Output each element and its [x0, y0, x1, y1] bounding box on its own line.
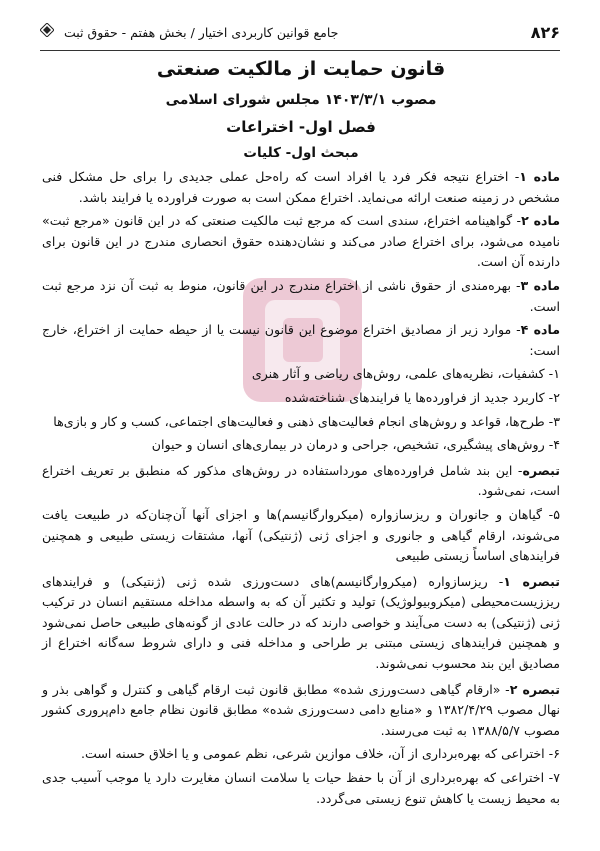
page-number: ۸۲۶ [530, 22, 560, 42]
clause-text: ۳- طرح‌ها، قواعد و روش‌های انجام فعالیت‌های ذهنی و فعالیت‌های اجتماعی، کسب و کار و بازی‌ها [53, 413, 560, 429]
note-text: - این بند شامل فراورده‌های مورداستفاده در روش‌های مذکور که منطبق بر تعریف اختراع است، نمی‌شود. [42, 462, 560, 499]
note-text: - «ارقام گیاهی دست‌ورزی شده» مطابق قانون ثبت ارقام گیاهی و کنترل و گواهی بذر و نهال مصوب ۱۳۸۲/۴/۲۹ و «منابع دامی دست‌ورزی شده» مطابق قانون نظام جامع دام‌پروری کشور مصوب ۱۳۸۸/۵/۷ به ثبت می‌رسند. [42, 681, 560, 738]
clause-1 [42, 364, 560, 385]
clause-3 [42, 412, 560, 433]
clause-5 [42, 505, 560, 567]
article-text: - گواهینامه اختراع، سندی است که مرجع ثبت مالکیت صنعتی که در این قانون «مرجع ثبت» نامیده می‌شود، برای اختراع صادر می‌کند و نشان‌دهنده حقوق انحصاری مندرج در این قانون برای دارنده آن است. [42, 213, 560, 270]
law-title: قانون حمایت از مالکیت صنعتی [156, 58, 446, 80]
article-text: - بهره‌مندی از حقوق ناشی از اختراع مندرج در این قانون، منوط به ثبت آن نزد مرجع ثبت است. [42, 277, 560, 314]
article-label: ماده ۲ [521, 213, 560, 229]
note-text: - ریزسازواره (میکروارگانیسم)های دست‌ورزی شده ژنی (ژنتیکی) و فرایندهای ریززیست‌محیطی (میکروبیولوژیک) تولید و تکثیر آن که به واسطه مداخله مستقیم انسان در ترکیب ژنی (ژنتیکی) به دست می‌آیند و خواصی دارند که در حالت عادی از گونه‌های طبیعی حاصل نمی‌شود و همچنین فرایندهای زیستی مبتنی بر طراحی و مداخله فنی و دارای شروط سه‌گانه اختراع از مصادیق این بند محسوب نمی‌شوند. [42, 573, 560, 672]
article-2 [42, 211, 560, 273]
clause-text: ۲- کاربرد جدید از فراورده‌ها یا فرایندهای شناخته‌شده [284, 389, 560, 405]
note-2-clause-5 [42, 680, 560, 742]
running-title: جامع قوانین کاربردی اختیار / بخش هفتم - حقوق ثبت [64, 24, 339, 40]
article-1 [42, 167, 560, 208]
article-4 [42, 320, 560, 361]
diamond-ornament-icon [40, 23, 54, 41]
document-body [42, 58, 560, 812]
note-label: تبصره [522, 462, 560, 478]
note-1-clause-5 [42, 572, 560, 675]
clause-6 [42, 744, 560, 765]
article-label: ماده ۱ [519, 169, 561, 184]
clause-text: ۱- کشفیات، نظریه‌های علمی، روش‌های ریاضی و آثار هنری [251, 366, 560, 382]
clause-2 [42, 388, 560, 409]
clause-7 [42, 768, 560, 809]
article-text: - اختراع نتیجه فکر فرد یا افراد است که راه‌حل عملی جدیدی را برای حل مشکل فنی مشخص در زمینه صنعت ارائه می‌نماید. اختراع ممکن است به صورت فراورده یا فرایند باشد. [42, 169, 560, 205]
chapter-heading: فصل اول- اختراعات [226, 118, 376, 136]
clause-text: ۶- اختراعی که بهره‌برداری از آن، خلاف موازین شرعی، نظم عمومی و یا اخلاق حسنه است. [80, 746, 560, 762]
clause-4 [42, 435, 560, 456]
section-heading: مبحث اول- کلیات [243, 145, 359, 161]
approval-line: مصوب ۱۴۰۳/۳/۱ مجلس شورای اسلامی [165, 92, 437, 108]
note-label: تبصره ۲ [509, 681, 561, 697]
running-head [40, 23, 338, 41]
article-label: ماده ۳ [520, 277, 561, 293]
page-header [40, 14, 560, 51]
article-3 [42, 276, 560, 317]
clause-text: ۷- اختراعی که بهره‌برداری از آن با حفظ حیات یا سلامت انسان مغایرت دارد یا موجب آسیب جدی به محیط زیست یا کاهش تنوع زیستی می‌گردد. [42, 770, 560, 806]
note-clause-4 [42, 461, 560, 502]
clause-text: ۴- روش‌های پیشگیری، تشخیص، جراحی و درمان در بیماری‌های انسان و حیوان [151, 437, 560, 453]
article-label: ماده ۴ [520, 322, 561, 338]
note-label: تبصره ۱ [503, 573, 561, 589]
article-text: - موارد زیر از مصادیق اختراع موضوع این قانون نیست یا از حیطه حمایت از اختراع، خارج است: [42, 322, 560, 358]
clause-text: ۵- گیاهان و جانوران و ریزسازواره (میکروارگانیسم)ها و اجزای آنها آن‌چنان‌که در طبیعت یافت می‌شوند، ارقام گیاهی و جانوری و اجزای ژنی (ژنتیکی) آنها، مشتقات زیستی طبیعی و همچنین فرایندهای اساساً زیستی طبیعی [42, 506, 560, 564]
